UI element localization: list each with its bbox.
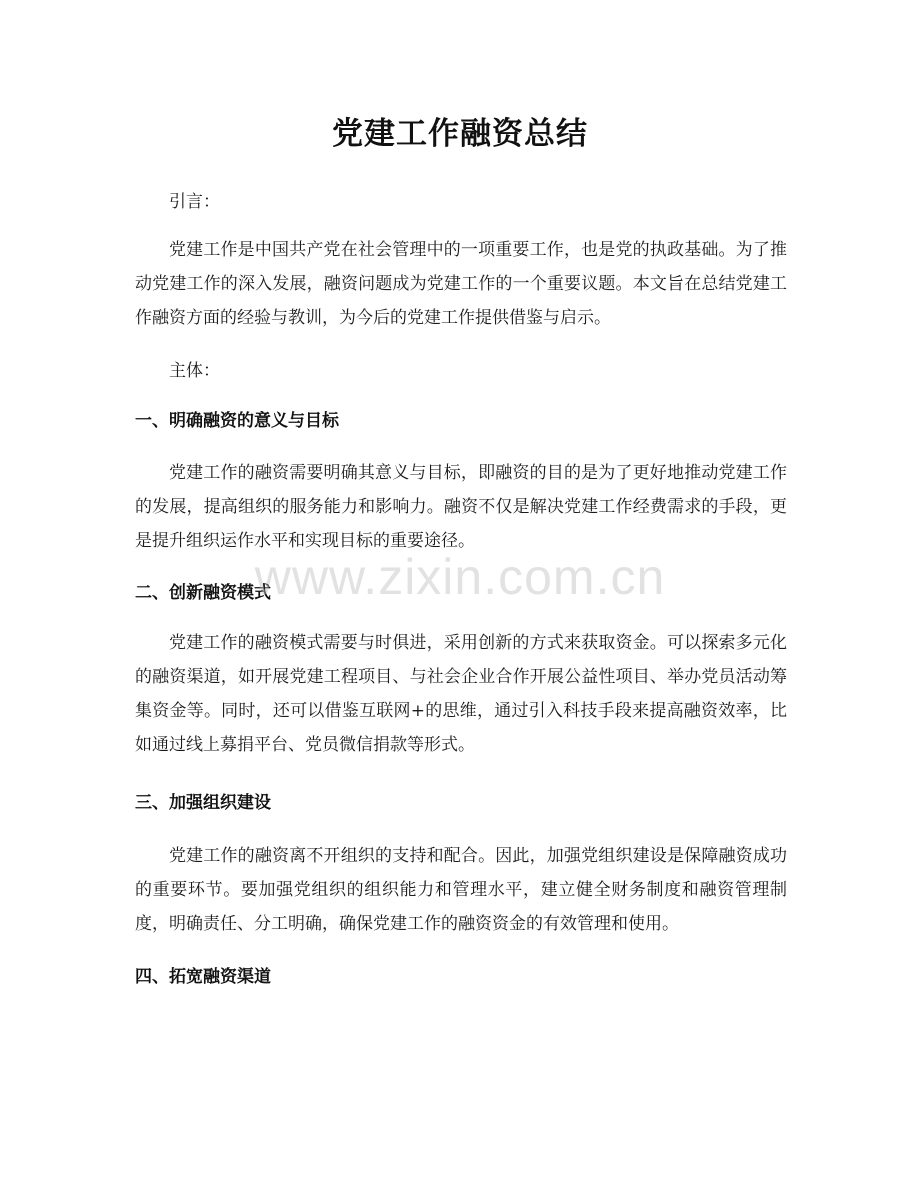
section-paragraph-2: 党建工作的融资模式需要与时俱进，采用创新的方式来获取资金。可以探索多元化的融资渠道，如开展党建工程项目、与社会企业合作开展公益性项目、举办党员活动筹集资金等。同时，还可以借鉴互联网+的思维，通过引入科技手段来提高融资效率，比如通过线上募捐平台、党员微信捐款等形式。 — [135, 633, 787, 755]
section-heading-4: 四、拓宽融资渠道 — [135, 967, 271, 987]
body-label: 主体： — [169, 361, 220, 381]
intro-paragraph: 党建工作是中国共产党在社会管理中的一项重要工作，也是党的执政基础。为了推动党建工作的深入发展，融资问题成为党建工作的一个重要议题。本文旨在总结党建工作融资方面的经验与教训，为今后的党建工作提供借鉴与启示。 — [135, 240, 787, 328]
document-title: 党建工作融资总结 — [332, 116, 588, 152]
section-heading-1: 一、明确融资的意义与目标 — [135, 411, 339, 431]
intro-label: 引言： — [169, 192, 220, 212]
section-paragraph-3: 党建工作的融资离不开组织的支持和配合。因此，加强党组织建设是保障融资成功的重要环节。要加强党组织的组织能力和管理水平，建立健全财务制度和融资管理制度，明确责任、分工明确，确保党建工作的融资资金的有效管理和使用。 — [135, 846, 787, 934]
section-paragraph-1: 党建工作的融资需要明确其意义与目标，即融资的目的是为了更好地推动党建工作的发展，提高组织的服务能力和影响力。融资不仅是解决党建工作经费需求的手段，更是提升组织运作水平和实现目标的重要途径。 — [135, 463, 787, 551]
section-heading-3: 三、加强组织建设 — [135, 793, 271, 813]
watermark: www.zixin.com.cn — [254, 549, 666, 605]
section-heading-2: 二、创新融资模式 — [135, 583, 271, 603]
